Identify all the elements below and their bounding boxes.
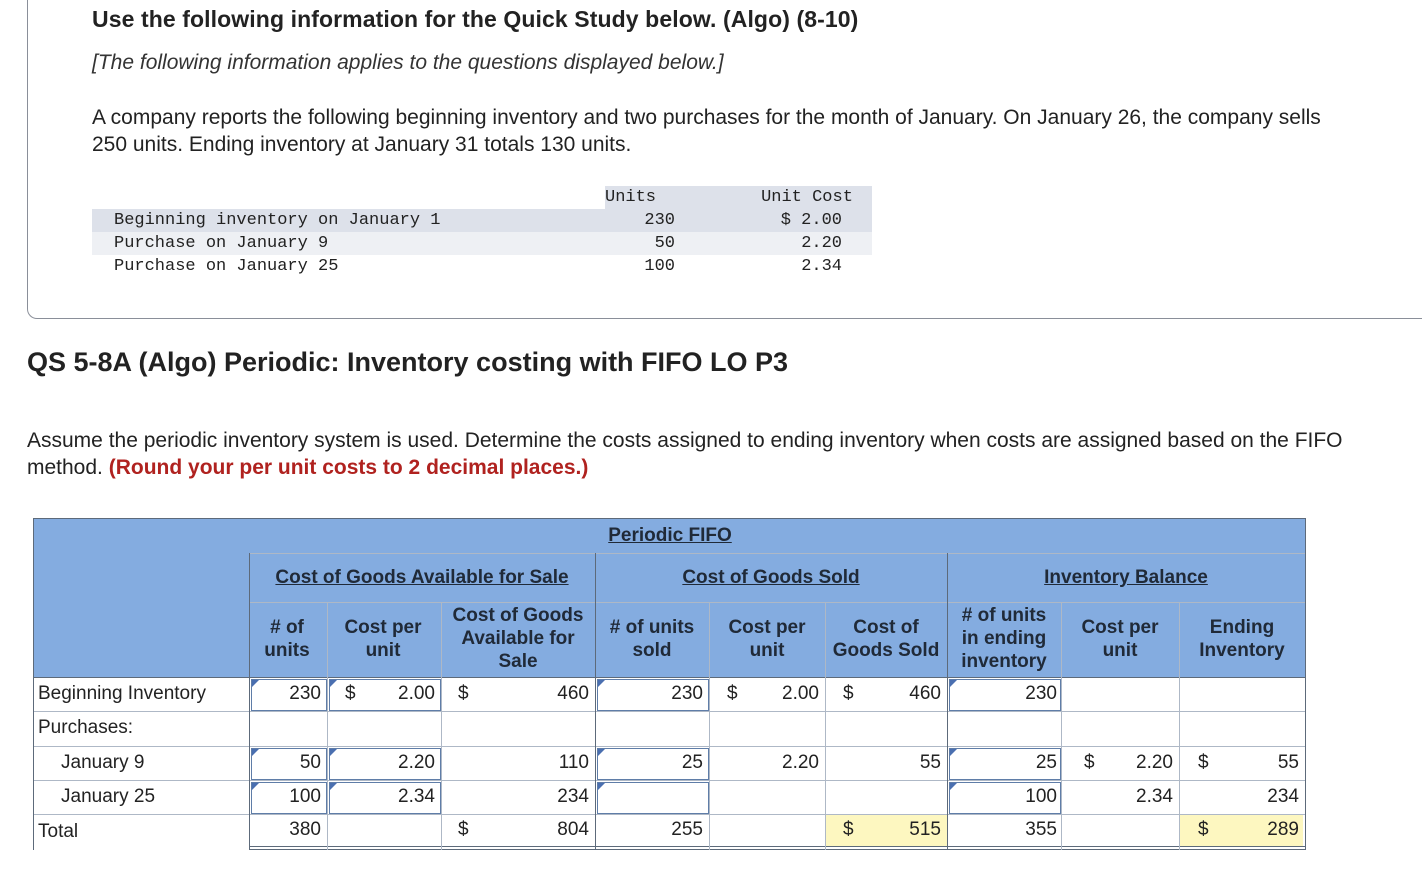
total-units-ending: 355 bbox=[1025, 819, 1057, 840]
table-row bbox=[92, 255, 872, 278]
jan9-units: 50 bbox=[299, 752, 321, 773]
col-header-ending-inventory: Ending Inventory bbox=[1199, 617, 1285, 661]
jan9-ending-inventory: 55 bbox=[1277, 752, 1299, 773]
beginning-units: 230 bbox=[289, 683, 321, 704]
total-units-sold: 255 bbox=[671, 819, 703, 840]
row-units: 230 bbox=[644, 211, 675, 230]
beginning-cogs-cost: 2.00 bbox=[782, 683, 819, 704]
currency-sign: $ bbox=[843, 819, 854, 840]
info-title: Use the following information for the Quick Study below. (Algo) (8-10) bbox=[92, 6, 859, 32]
currency-sign: $ bbox=[458, 819, 469, 840]
question-instruction bbox=[27, 427, 1422, 481]
col-header-cost-per-unit: Cost per unit bbox=[344, 617, 422, 661]
grid-title: Periodic FIFO bbox=[608, 525, 732, 546]
row-label: Purchase on January 25 bbox=[114, 257, 339, 276]
col-header-cost-per-unit: Cost per unit bbox=[1081, 617, 1159, 661]
row-label-jan25: January 25 bbox=[61, 786, 156, 807]
currency-sign: $ bbox=[1198, 819, 1209, 840]
total-ending-inventory: 289 bbox=[1267, 819, 1299, 840]
instruction-rounding-note: (Round your per unit costs to 2 decimal places.) bbox=[108, 456, 589, 479]
total-units: 380 bbox=[289, 819, 321, 840]
col-header-units-sold: # of units sold bbox=[609, 617, 695, 661]
jan25-units-ending: 100 bbox=[1025, 786, 1057, 807]
row-label: Purchase on January 9 bbox=[114, 234, 329, 253]
jan9-cost-per-unit: 2.20 bbox=[398, 752, 435, 773]
jan25-ending-inventory: 234 bbox=[1267, 786, 1299, 807]
jan9-units-sold: 25 bbox=[681, 752, 703, 773]
row-units: 50 bbox=[654, 234, 675, 253]
total-cogafs: 804 bbox=[557, 819, 589, 840]
row-units: 100 bbox=[644, 257, 675, 276]
instruction-text: Assume the periodic inventory system is used. Determine the costs assigned to ending inventory when costs are assigned based on the FIFO method. bbox=[27, 429, 1343, 479]
jan9-cogs: 55 bbox=[919, 752, 941, 773]
currency-sign: $ bbox=[727, 683, 738, 704]
table-row bbox=[92, 232, 872, 255]
currency-sign: $ bbox=[1084, 752, 1095, 773]
total-cogs: 515 bbox=[909, 819, 941, 840]
jan9-cogafs: 110 bbox=[558, 752, 589, 773]
col-header-cogs: Cost of Goods Sold bbox=[832, 617, 940, 661]
jan9-cogs-cost: 2.20 bbox=[782, 752, 819, 773]
currency-sign: $ bbox=[1198, 752, 1209, 773]
row-label-total: Total bbox=[38, 821, 79, 842]
beginning-cogafs: 460 bbox=[557, 683, 589, 704]
beginning-units-ending: 230 bbox=[1025, 683, 1057, 704]
inventory-data-table bbox=[92, 186, 872, 278]
col-header-units: # of units bbox=[264, 617, 310, 661]
col-header-cost-per-unit: Cost per unit bbox=[728, 617, 806, 661]
jan25-cogafs: 234 bbox=[557, 786, 589, 807]
beginning-cost-per-unit: 2.00 bbox=[398, 683, 435, 704]
row-label-jan9: January 9 bbox=[61, 752, 145, 773]
jan25-ending-cost: 2.34 bbox=[1136, 786, 1173, 807]
row-unit-cost: $ 2.00 bbox=[780, 211, 842, 230]
beginning-cogs: 460 bbox=[909, 683, 941, 704]
group-cogafs: Cost of Goods Available for Sale bbox=[275, 567, 569, 588]
row-unit-cost: 2.34 bbox=[801, 257, 842, 276]
jan9-units-ending: 25 bbox=[1035, 752, 1057, 773]
jan25-units-sold-input[interactable] bbox=[597, 782, 709, 814]
periodic-fifo-grid bbox=[33, 518, 1306, 850]
row-label: Beginning inventory on January 1 bbox=[114, 211, 441, 230]
jan9-ending-cost: 2.20 bbox=[1136, 752, 1173, 773]
unit-cost-header: Unit Cost bbox=[742, 186, 872, 209]
currency-sign: $ bbox=[843, 683, 854, 704]
currency-sign: $ bbox=[345, 683, 356, 704]
info-paragraph: A company reports the following beginning inventory and two purchases for the month of January. On January 26, the company sells 250 units. Ending inventory at January 31 totals 130 units. bbox=[92, 106, 1321, 156]
row-label-purchases: Purchases: bbox=[38, 717, 134, 738]
row-unit-cost: 2.20 bbox=[801, 234, 842, 253]
table-header-row bbox=[92, 186, 872, 209]
table-row bbox=[92, 209, 872, 232]
group-cogs: Cost of Goods Sold bbox=[682, 567, 860, 588]
col-header-units-ending: # of units in ending inventory bbox=[961, 605, 1047, 672]
question-title: QS 5-8A (Algo) Periodic: Inventory costing with FIFO LO P3 bbox=[27, 347, 789, 377]
row-label-beginning: Beginning Inventory bbox=[38, 683, 206, 704]
group-inventory-balance: Inventory Balance bbox=[1044, 567, 1208, 588]
beginning-units-sold: 230 bbox=[671, 683, 703, 704]
currency-sign: $ bbox=[458, 683, 469, 704]
col-header-cogafs: Cost of Goods Available for Sale bbox=[452, 605, 584, 672]
units-header: Units bbox=[605, 186, 742, 209]
jan25-cost-per-unit: 2.34 bbox=[398, 786, 435, 807]
jan25-units: 100 bbox=[289, 786, 321, 807]
info-note: [The following information applies to the questions displayed below.] bbox=[92, 51, 724, 74]
